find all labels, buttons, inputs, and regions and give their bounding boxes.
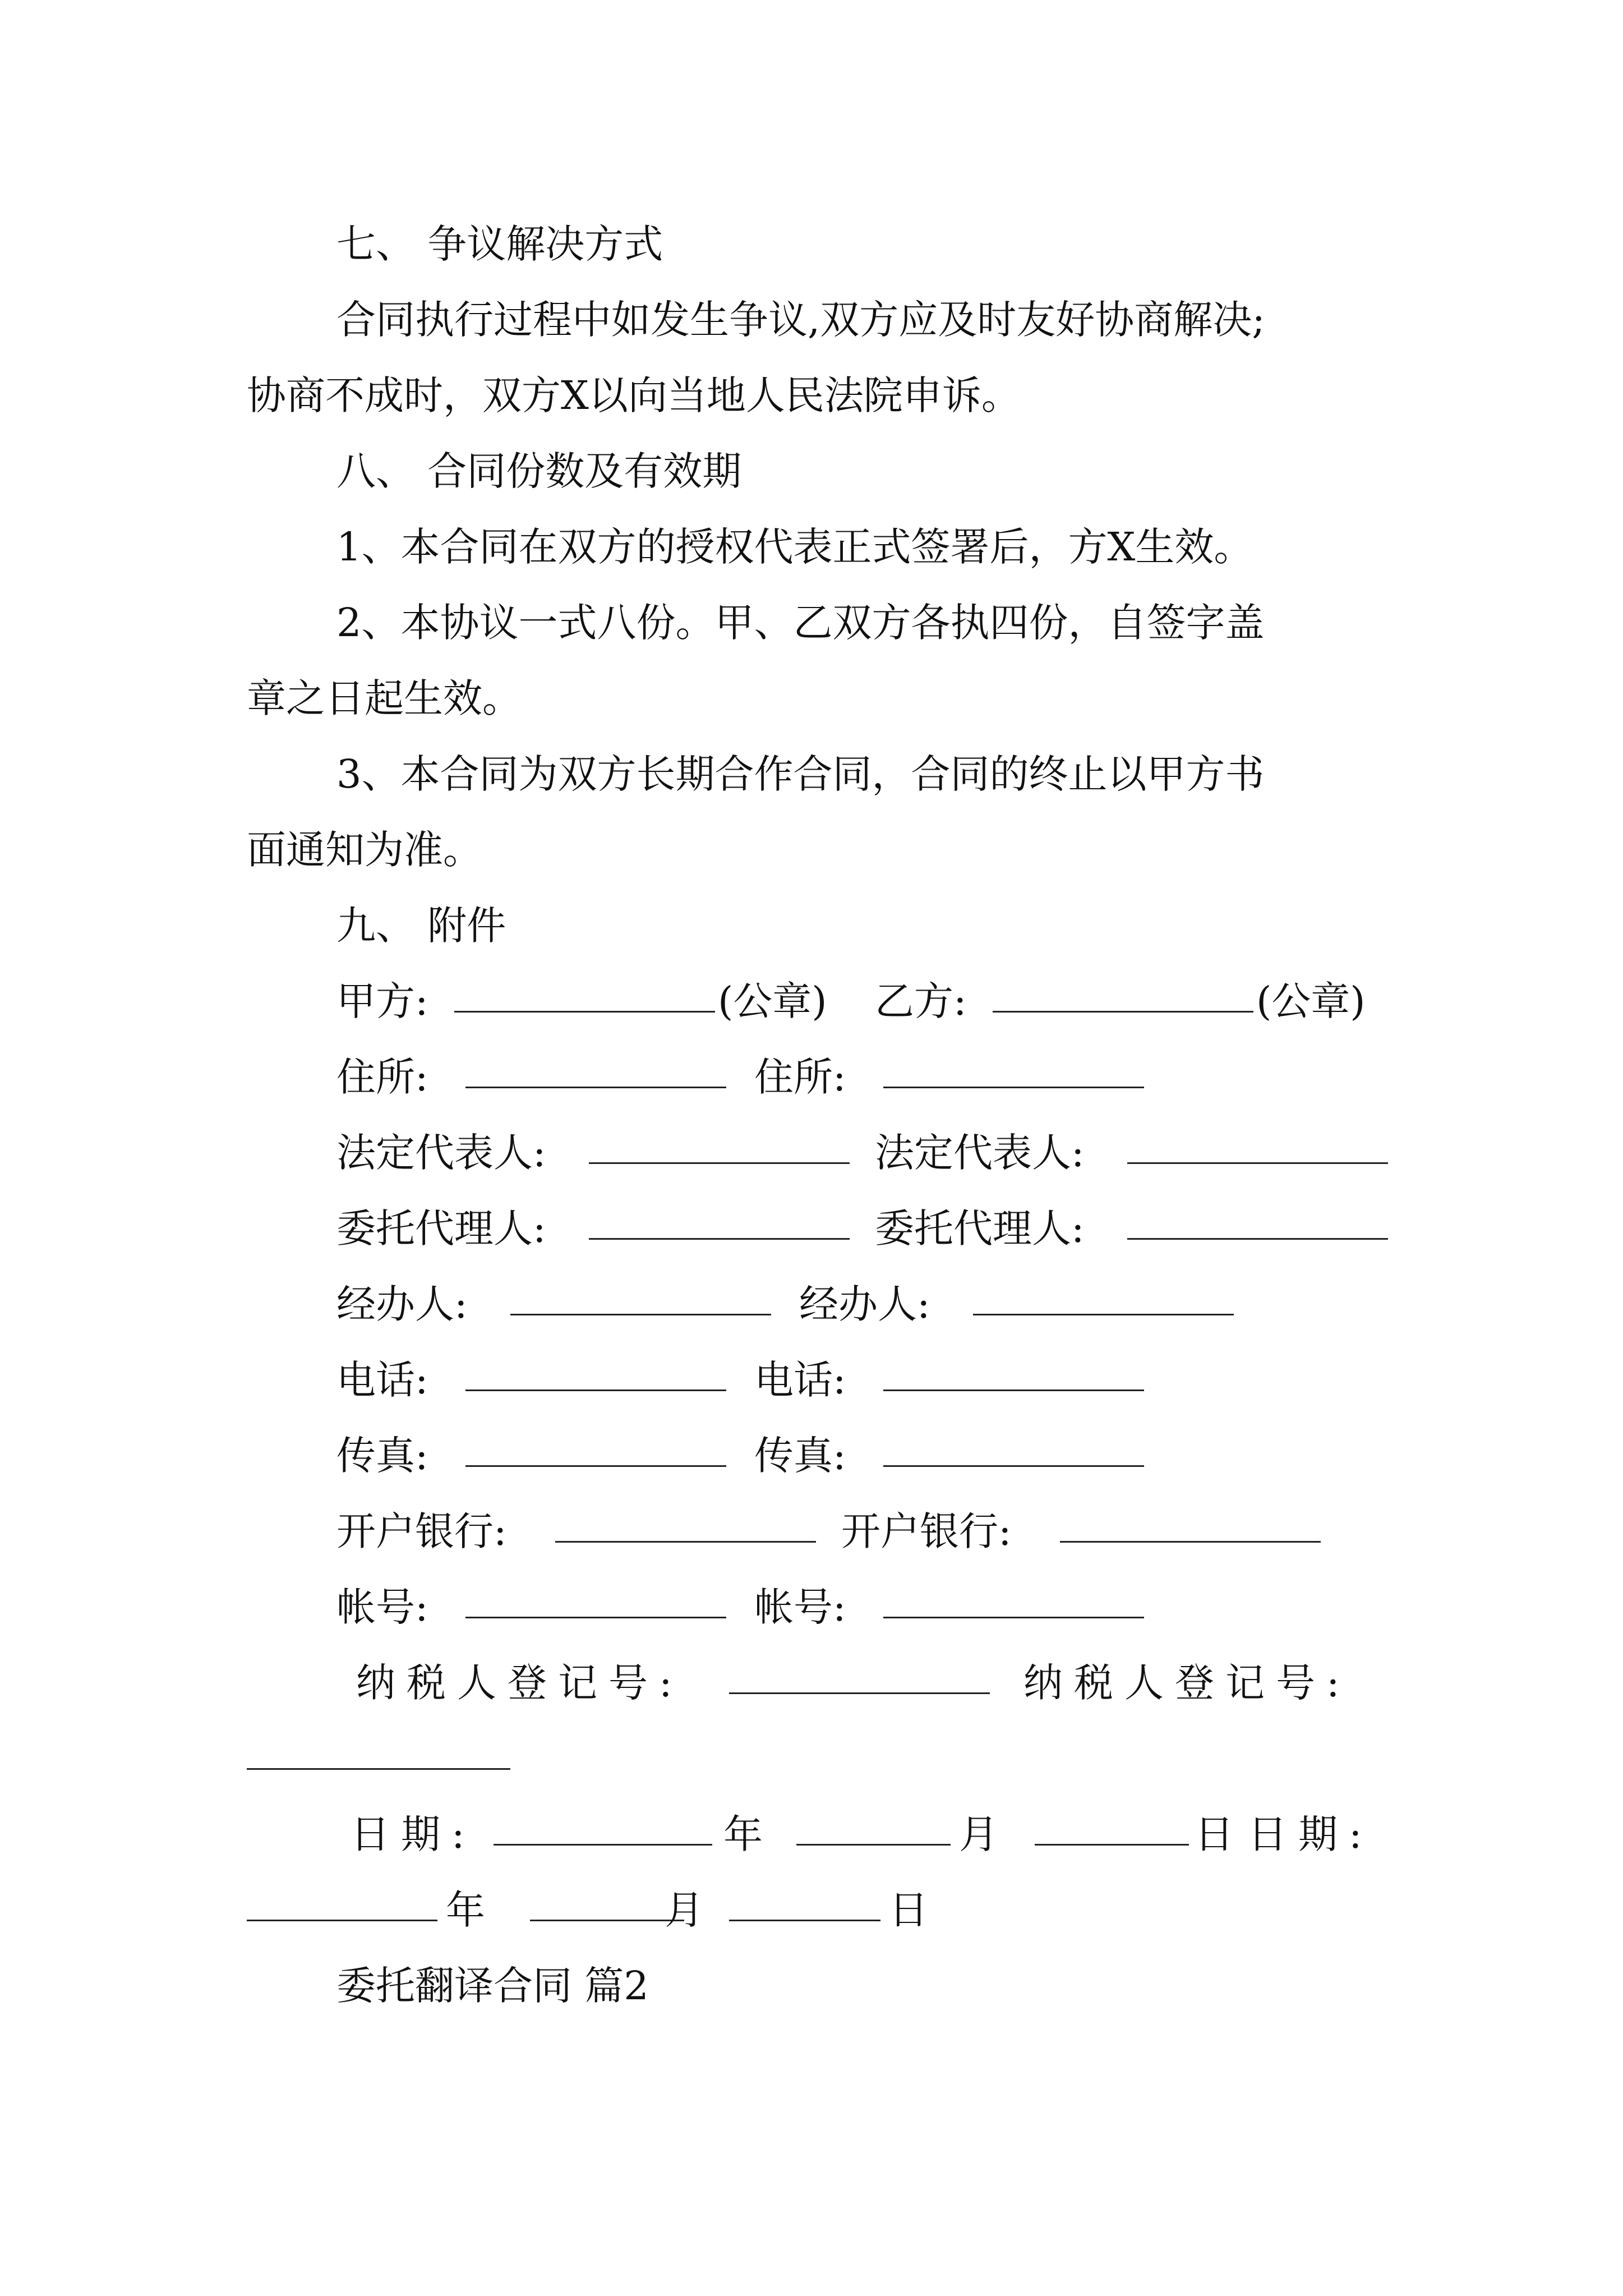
bank-blank-b xyxy=(1060,1541,1321,1543)
legal-rep-label-a: 法定代表人: xyxy=(336,1130,546,1176)
handler-label-a: 经办人: xyxy=(336,1281,468,1327)
account-blank-a xyxy=(465,1617,726,1618)
account-label-a: 帐号: xyxy=(336,1584,428,1630)
taxpayer-blank-a xyxy=(729,1692,990,1694)
party-a-seal: (公章) xyxy=(718,978,827,1024)
handler-blank-a xyxy=(510,1314,771,1315)
phone-label-b: 电话: xyxy=(754,1357,846,1403)
taxpayer-label-b: 纳税人登记号: xyxy=(1023,1660,1351,1706)
month-label-a: 月 xyxy=(959,1811,998,1857)
date-label-a: 日期: xyxy=(351,1811,476,1857)
section7-text-line2: 协商不成时，双方X以向当地人民法院申诉。 xyxy=(247,372,1021,418)
section7-text-line1: 合同执行过程中如发生争议,双方应及时友好协商解决; xyxy=(336,297,1265,343)
bank-label-a: 开户银行: xyxy=(336,1508,507,1554)
address-blank-b xyxy=(883,1087,1144,1088)
next-title: 委托翻译合同 篇2 xyxy=(336,1963,649,2009)
year-blank-a xyxy=(494,1844,712,1846)
year-blank-b xyxy=(247,1920,437,1921)
date-label-b: 日期: xyxy=(1248,1811,1373,1857)
phone-blank-a xyxy=(465,1389,726,1391)
account-label-b: 帐号: xyxy=(754,1584,846,1630)
taxpayer-label-a: 纳税人登记号: xyxy=(356,1660,684,1706)
address-label-a: 住所: xyxy=(336,1054,428,1100)
section8-item3-line1: 3、本合同为双方长期合作合同，合同的终止以甲方书 xyxy=(336,751,1265,797)
section8-heading: 八、 合同份数及有效期 xyxy=(336,448,742,494)
section9-heading: 九、 附件 xyxy=(336,903,506,949)
phone-blank-b xyxy=(883,1389,1144,1391)
fax-blank-a xyxy=(465,1465,726,1467)
day-label-b: 日 xyxy=(889,1887,928,1933)
agent-label-b: 委托代理人: xyxy=(875,1205,1085,1251)
legal-rep-label-b: 法定代表人: xyxy=(875,1130,1085,1176)
taxpayer-blank-b xyxy=(247,1768,510,1770)
fax-blank-b xyxy=(883,1465,1144,1467)
day-blank-b xyxy=(729,1920,880,1921)
agent-blank-a xyxy=(589,1238,850,1240)
phone-label-a: 电话: xyxy=(336,1357,428,1403)
party-b-seal: (公章) xyxy=(1256,978,1366,1024)
address-label-b: 住所: xyxy=(754,1054,846,1100)
legal-rep-blank-a xyxy=(589,1162,850,1164)
month-blank-b xyxy=(530,1920,684,1921)
month-label-b: 月 xyxy=(665,1887,704,1933)
agent-blank-b xyxy=(1127,1238,1388,1240)
section8-item3-line2: 面通知为准。 xyxy=(247,827,482,873)
bank-label-b: 开户银行: xyxy=(841,1508,1012,1554)
year-label-a: 年 xyxy=(723,1811,763,1857)
year-label-b: 年 xyxy=(446,1887,485,1933)
fax-label-a: 传真: xyxy=(336,1433,428,1479)
account-blank-b xyxy=(883,1617,1144,1618)
month-blank-a xyxy=(796,1844,951,1846)
agent-label-a: 委托代理人: xyxy=(336,1205,546,1251)
party-a-label: 甲方: xyxy=(336,978,428,1024)
day-blank-a xyxy=(1035,1844,1189,1846)
party-b-blank xyxy=(993,1011,1253,1013)
day-label-a: 日 xyxy=(1195,1811,1234,1857)
legal-rep-blank-b xyxy=(1127,1162,1388,1164)
handler-blank-b xyxy=(973,1314,1234,1315)
party-b-label: 乙方: xyxy=(875,978,967,1024)
handler-label-b: 经办人: xyxy=(799,1281,930,1327)
party-a-blank xyxy=(454,1011,715,1013)
bank-blank-a xyxy=(555,1541,816,1543)
section8-item1: 1、本合同在双方的授权代表正式签署后，方X生效。 xyxy=(336,524,1253,570)
section7-heading: 七、 争议解决方式 xyxy=(336,221,663,267)
fax-label-b: 传真: xyxy=(754,1433,846,1479)
section8-item2-line2: 章之日起生效。 xyxy=(247,675,522,721)
section8-item2-line1: 2、本协议一式八份。甲、乙双方各执四份，自签字盖 xyxy=(336,600,1265,646)
address-blank-a xyxy=(465,1087,726,1088)
